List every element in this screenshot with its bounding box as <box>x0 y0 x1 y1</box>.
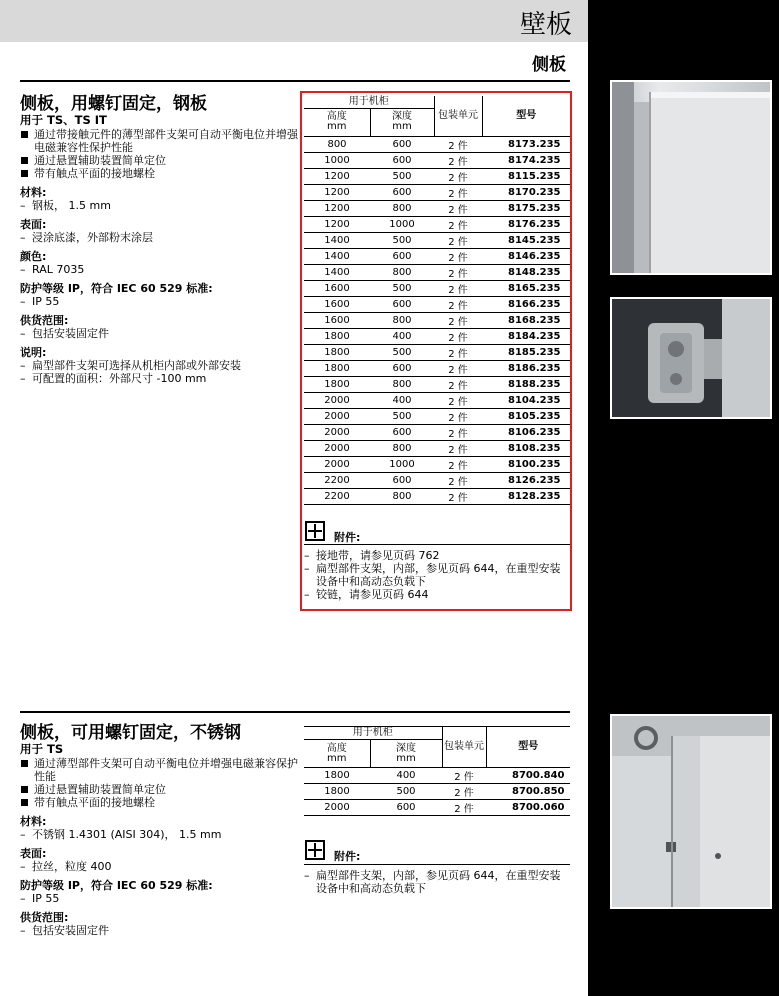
depth-cell: 500 <box>370 784 442 800</box>
depth-cell: 800 <box>370 376 434 392</box>
pack-cell: 2 件 <box>434 440 482 456</box>
model-cell: 8108.235 <box>482 440 570 456</box>
photo-mounting-bracket <box>610 297 772 419</box>
group-header: 用于机柜 <box>304 96 434 108</box>
model-cell: 8126.235 <box>482 472 570 488</box>
model-cell: 8106.235 <box>482 424 570 440</box>
section2-accessories-label: 附件: <box>334 850 361 863</box>
model-cell: 8700.060 <box>486 800 570 816</box>
height-cell: 1800 <box>304 360 370 376</box>
depth-cell: 600 <box>370 136 434 152</box>
height-cell: 1600 <box>304 312 370 328</box>
model-cell: 8186.235 <box>482 360 570 376</box>
ip-value: – IP 55 <box>20 295 300 308</box>
pack-cell: 2 件 <box>434 184 482 200</box>
height-cell: 1800 <box>304 344 370 360</box>
pack-cell: 2 件 <box>434 424 482 440</box>
height-cell: 1200 <box>304 200 370 216</box>
height-cell: 2200 <box>304 488 370 504</box>
model-cell: 8146.235 <box>482 248 570 264</box>
model-cell: 8104.235 <box>482 392 570 408</box>
pack-cell: 2 件 <box>442 800 486 816</box>
table-row <box>304 800 570 816</box>
height-cell: 1800 <box>304 784 370 800</box>
surface-value: – 浸涂底漆，外部粉末涂层 <box>20 231 300 244</box>
model-cell: 8148.235 <box>482 264 570 280</box>
height-cell: 2000 <box>304 392 370 408</box>
section1-features <box>20 128 300 180</box>
depth-cell: 600 <box>370 248 434 264</box>
notes-label: 说明: <box>20 346 47 359</box>
ip-label: 防护等级 IP，符合 IEC 60 529 标准: <box>20 282 213 295</box>
pack-cell: 2 件 <box>434 328 482 344</box>
photo-cabinet-side-panel <box>610 80 772 275</box>
pack-cell: 2 件 <box>434 248 482 264</box>
height-cell: 2000 <box>304 456 370 472</box>
model-cell: 8145.235 <box>482 232 570 248</box>
pack-cell: 2 件 <box>434 360 482 376</box>
height-cell: 2000 <box>304 408 370 424</box>
pack-cell: 2 件 <box>434 408 482 424</box>
accessory-item: – 铰链，请参见页码 644 <box>304 588 570 601</box>
model-cell: 8700.840 <box>486 768 570 784</box>
accessory-item: – 扁型部件支架，内部，参见页码 644，在重型安装设备中和高动态负载下 <box>304 869 570 895</box>
accessories-rule <box>304 864 570 865</box>
pack-cell: 2 件 <box>434 312 482 328</box>
height-cell: 1200 <box>304 168 370 184</box>
feature-item: 带有触点平面的接地螺栓 <box>20 796 300 809</box>
note-item: – 扁型部件支架可选择从机柜内部或外部安装 <box>20 359 300 372</box>
pack-cell: 2 件 <box>434 472 482 488</box>
supply-value: – 包括安装固定件 <box>20 327 300 340</box>
model-cell: 8173.235 <box>482 136 570 152</box>
feature-item: 通过带接触元件的薄型部件支架可自动平衡电位并增强电磁兼容性保护性能 <box>20 128 300 154</box>
depth-cell: 600 <box>370 184 434 200</box>
supply-value: – 包括安装固定件 <box>20 924 300 937</box>
depth-header: 深度 mm <box>370 108 434 136</box>
feature-item: 通过悬置辅助装置简单定位 <box>20 783 300 796</box>
depth-cell: 800 <box>370 200 434 216</box>
depth-cell: 800 <box>370 488 434 504</box>
material-value: – 钢板， 1.5 mm <box>20 199 300 212</box>
height-cell: 2000 <box>304 800 370 816</box>
surface-label: 表面: <box>20 218 47 231</box>
model-cell: 8128.235 <box>482 488 570 504</box>
depth-header: 深度 mm <box>370 740 442 768</box>
height-cell: 1400 <box>304 232 370 248</box>
model-cell: 8185.235 <box>482 344 570 360</box>
color-label: 颜色: <box>20 250 47 263</box>
depth-cell: 400 <box>370 768 442 784</box>
model-cell: 8176.235 <box>482 216 570 232</box>
section-rule-top <box>20 80 570 82</box>
section1-description <box>20 94 300 385</box>
depth-cell: 500 <box>370 408 434 424</box>
height-cell: 2000 <box>304 440 370 456</box>
height-cell: 1800 <box>304 768 370 784</box>
pack-header: 包装单元 <box>442 727 486 768</box>
pack-header: 包装单元 <box>434 96 482 136</box>
height-cell: 1200 <box>304 184 370 200</box>
pack-cell: 2 件 <box>434 152 482 168</box>
model-cell: 8174.235 <box>482 152 570 168</box>
feature-item: 通过悬置辅助装置简单定位 <box>20 154 300 167</box>
pack-cell: 2 件 <box>434 456 482 472</box>
model-cell: 8168.235 <box>482 312 570 328</box>
pack-cell: 2 件 <box>434 136 482 152</box>
depth-cell: 500 <box>370 232 434 248</box>
pack-cell: 2 件 <box>434 264 482 280</box>
model-cell: 8175.235 <box>482 200 570 216</box>
model-header: 型号 <box>486 727 570 768</box>
depth-cell: 1000 <box>370 456 434 472</box>
depth-cell: 800 <box>370 264 434 280</box>
pack-cell: 2 件 <box>434 376 482 392</box>
section2-description <box>20 723 300 937</box>
depth-cell: 600 <box>370 152 434 168</box>
feature-item: 通过薄型部件支架可自动平衡电位并增强电磁兼容保护性能 <box>20 757 300 783</box>
accessories-plus-icon <box>305 840 325 860</box>
depth-cell: 500 <box>370 344 434 360</box>
model-cell: 8115.235 <box>482 168 570 184</box>
material-value: – 不锈钢 1.4301 (AISI 304)， 1.5 mm <box>20 828 300 841</box>
page-subtitle: 侧板 <box>532 55 566 75</box>
accessory-item: – 扁型部件支架，内部，参见页码 644，在重型安装设备中和高动态负载下 <box>304 562 570 588</box>
depth-cell: 400 <box>370 328 434 344</box>
section2-product-table <box>304 726 570 816</box>
pack-cell: 2 件 <box>434 200 482 216</box>
photo-stainless-cabinet <box>610 714 772 909</box>
height-cell: 1400 <box>304 248 370 264</box>
surface-label: 表面: <box>20 847 47 860</box>
height-cell: 1600 <box>304 280 370 296</box>
model-cell: 8166.235 <box>482 296 570 312</box>
model-cell: 8170.235 <box>482 184 570 200</box>
depth-cell: 600 <box>370 424 434 440</box>
pack-cell: 2 件 <box>442 784 486 800</box>
section1-title: 侧板，用螺钉固定，钢板 <box>20 94 207 114</box>
model-cell: 8100.235 <box>482 456 570 472</box>
model-cell: 8165.235 <box>482 280 570 296</box>
pack-cell: 2 件 <box>434 280 482 296</box>
height-cell: 800 <box>304 136 370 152</box>
depth-cell: 600 <box>370 296 434 312</box>
pack-cell: 2 件 <box>434 296 482 312</box>
height-cell: 2000 <box>304 424 370 440</box>
pack-cell: 2 件 <box>442 768 486 784</box>
model-cell: 8188.235 <box>482 376 570 392</box>
ip-value: – IP 55 <box>20 892 300 905</box>
section-rule-2 <box>20 711 570 713</box>
note-item: – 可配置的面积：外部尺寸 -100 mm <box>20 372 300 385</box>
depth-cell: 500 <box>370 168 434 184</box>
pack-cell: 2 件 <box>434 392 482 408</box>
depth-cell: 600 <box>370 800 442 816</box>
color-value: – RAL 7035 <box>20 263 300 276</box>
model-cell: 8184.235 <box>482 328 570 344</box>
pack-cell: 2 件 <box>434 232 482 248</box>
section2-features <box>20 757 300 809</box>
height-cell: 1800 <box>304 328 370 344</box>
surface-value: – 拉丝，粒度 400 <box>20 860 300 873</box>
height-header: 高度 mm <box>304 740 370 768</box>
material-label: 材料: <box>20 815 47 828</box>
height-cell: 2200 <box>304 472 370 488</box>
section1-accessories-label: 附件: <box>334 531 361 544</box>
table-highlight-box <box>300 91 572 611</box>
ip-label: 防护等级 IP，符合 IEC 60 529 标准: <box>20 879 213 892</box>
pack-cell: 2 件 <box>434 216 482 232</box>
section1-for: 用于 TS、TS IT <box>20 113 107 127</box>
header-bar <box>0 0 588 42</box>
material-label: 材料: <box>20 186 47 199</box>
table-row <box>304 768 570 784</box>
depth-cell: 500 <box>370 280 434 296</box>
table-row <box>304 784 570 800</box>
accessory-item: – 接地带，请参见页码 762 <box>304 549 570 562</box>
model-cell: 8700.850 <box>486 784 570 800</box>
height-header: 高度 mm <box>304 108 370 136</box>
depth-cell: 400 <box>370 392 434 408</box>
depth-cell: 800 <box>370 440 434 456</box>
section2-accessories-list <box>304 869 570 895</box>
depth-cell: 600 <box>370 472 434 488</box>
page-title: 壁板 <box>519 10 572 40</box>
height-cell: 1200 <box>304 216 370 232</box>
model-header: 型号 <box>482 96 570 136</box>
feature-item: 带有触点平面的接地螺栓 <box>20 167 300 180</box>
height-cell: 1000 <box>304 152 370 168</box>
depth-cell: 800 <box>370 312 434 328</box>
height-cell: 1400 <box>304 264 370 280</box>
pack-cell: 2 件 <box>434 488 482 504</box>
model-cell: 8105.235 <box>482 408 570 424</box>
depth-cell: 1000 <box>370 216 434 232</box>
pack-cell: 2 件 <box>434 168 482 184</box>
section2-title: 侧板，可用螺钉固定，不锈钢 <box>20 723 241 743</box>
height-cell: 1600 <box>304 296 370 312</box>
supply-label: 供货范围: <box>20 911 69 924</box>
depth-cell: 600 <box>370 360 434 376</box>
pack-cell: 2 件 <box>434 344 482 360</box>
group-header: 用于机柜 <box>304 727 442 740</box>
section2-for: 用于 TS <box>20 742 64 756</box>
height-cell: 1800 <box>304 376 370 392</box>
supply-label: 供货范围: <box>20 314 69 327</box>
